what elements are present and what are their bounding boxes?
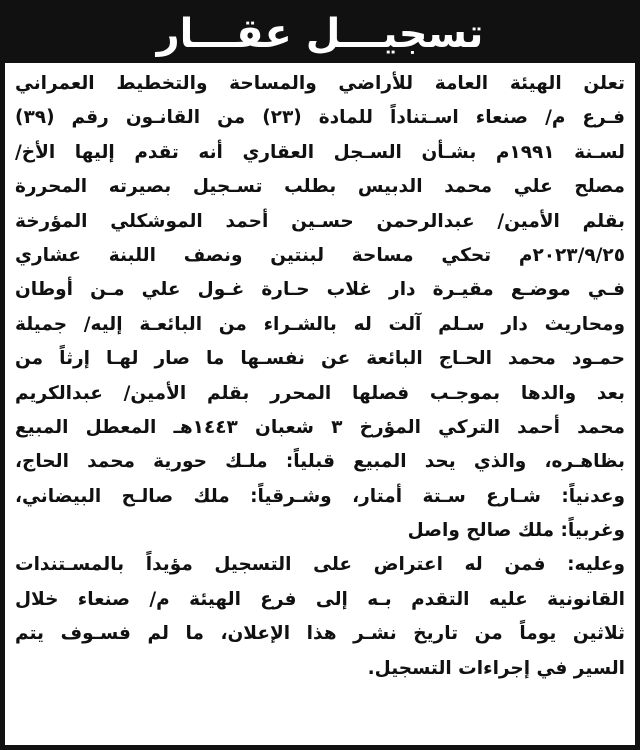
notice-line: وغربياً: ملك صالح واصل xyxy=(407,520,625,542)
notice-line: محمد أحمد التركي المؤرخ ٣ شعبان ١٤٤٣هـ المعطل المبيع xyxy=(15,416,625,438)
notice-line: لسـنة ١٩٩١م بشـأن السـجل العقاري أنه تقدم إليها الأخ/ xyxy=(15,141,625,163)
notice-line: ومحاريث دار سـلم آلت له بالشـراء من البائعـة إليه/ جميلة xyxy=(15,313,625,335)
notice-line: السير في إجراءات التسجيل. xyxy=(367,657,625,679)
notice-line: فـي موضـع مقيـرة دار غلاب حـارة غـول علي مـن أوطان xyxy=(15,279,625,301)
notice-line: فـرع م/ صنعاء اسـتناداً للمادة (٢٣) من القانـون رقم (٣٩) xyxy=(15,107,625,129)
notice-line: بقلم الأمين/ عبدالرحمن حسـين أحمد الموشكلي المؤرخة xyxy=(15,210,625,232)
notice-line: ٢٠٢٣/٩/٢٥م تحكي مساحة لبنتين ونصف اللبنة عشاري xyxy=(15,244,625,266)
notice-line: وعدنياً: شـارع سـتة أمتار، وشـرقياً: ملك صالـح البيضاني، xyxy=(15,485,625,507)
notice-line: تعلن الهيئة العامة للأراضي والمساحة والتخطيط العمراني xyxy=(15,73,625,94)
notice-line: بعد والدها بموجـب فصلها المحرر بقلم الأمين/ عبدالكريم xyxy=(15,382,625,404)
notice-line: ثلاثين يوماً من تاريخ نشـر هذا الإعلان، ما لم فسـوف يتم xyxy=(15,623,625,645)
notice-line: حمـود محمد الحـاج البائعة عن نفسـها ما صار لهـا إرثاً من xyxy=(15,348,625,370)
notice-line: مصلح علي محمد الدبيس بطلب تسـجيل بصيرته المحررة xyxy=(15,176,625,198)
notice-line: وعليه: فمن له اعتراض على التسجيل مؤيداً بالمسـتندات xyxy=(15,554,625,576)
notice-header xyxy=(5,5,635,63)
notice-title: تسجيـــل عقـــار xyxy=(156,11,484,57)
notice-line: بظاهـره، والذي يحد المبيع قبلياً: ملـك حورية محمد الحاج، xyxy=(15,451,625,473)
notice-line: القانونية عليه التقدم بـه إلى فرع الهيئة م/ صنعاء خلال xyxy=(15,588,625,610)
notice-body xyxy=(15,67,625,686)
